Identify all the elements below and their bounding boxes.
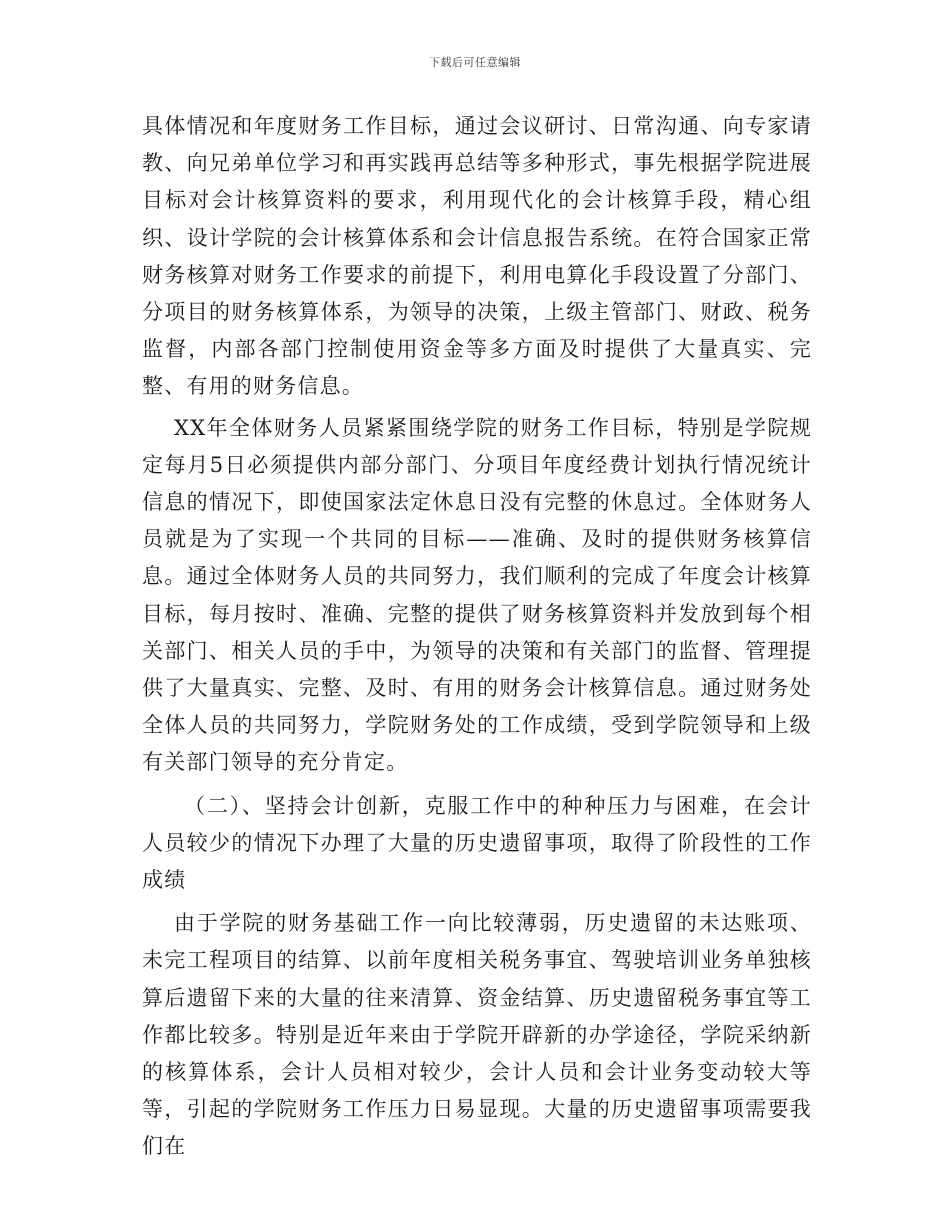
- paragraph-3-heading: （二）、坚持会计创新，克服工作中的种种压力与困难，在会计人员较少的情况下办理了大量的历史遗留事项，取得了阶段性的工作成绩: [142, 793, 812, 893]
- paragraph-4: 由于学院的财务基础工作一向比较薄弱，历史遗留的未达账项、未完工程项目的结算、以前年度相关税务事宜、驾驶培训业务单独核算后遗留下来的大量的往来清算、资金结算、历史遗留税务事宜等工作都比较多。特别是近年来由于学院开辟新的办学途径，学院采纳新的核算体系，会计人员相对较少，会计人员和会计业务变动较大等等，引起的学院财务工作压力日易显现。大量的历史遗留事项需要我们在: [142, 911, 812, 1159]
- page-header: 下载后可任意编辑: [429, 56, 521, 69]
- paragraph-1: 具体情况和年度财务工作目标，通过会议研讨、日常沟通、向专家请教、向兄弟单位学习和再实践再总结等多种形式，事先根据学院进展目标对会计核算资料的要求，利用现代化的会计核算手段，精心组织、设计学院的会计核算体系和会计信息报告系统。在符合国家正常财务核算对财务工作要求的前提下，利用电算化手段设置了分部门、分项目的财务核算体系，为领导的决策，上级主管部门、财政、税务监督，内部各部门控制使用资金等多方面及时提供了大量真实、完整、有用的财务信息。: [142, 114, 812, 399]
- paragraph-2: XX年全体财务人员紧紧围绕学院的财务工作目标，特别是学院规定每月5日必须提供内部分部门、分项目年度经费计划执行情况统计信息的情况下，即使国家法定休息日没有完整的休息过。全体财务人员就是为了实现一个共同的目标——准确、及时的提供财务核算信息。通过全体财务人员的共同努力，我们顺利的完成了年度会计核算目标，每月按时、准确、完整的提供了财务核算资料并发放到每个相关部门、相关人员的手中，为领导的决策和有关部门的监督、管理提供了大量真实、完整、及时、有用的财务会计核算信息。通过财务处全体人员的共同努力，学院财务处的工作成绩，受到学院领导和上级有关部门领导的充分肯定。: [142, 415, 812, 775]
- document-body: [142, 108, 812, 1166]
